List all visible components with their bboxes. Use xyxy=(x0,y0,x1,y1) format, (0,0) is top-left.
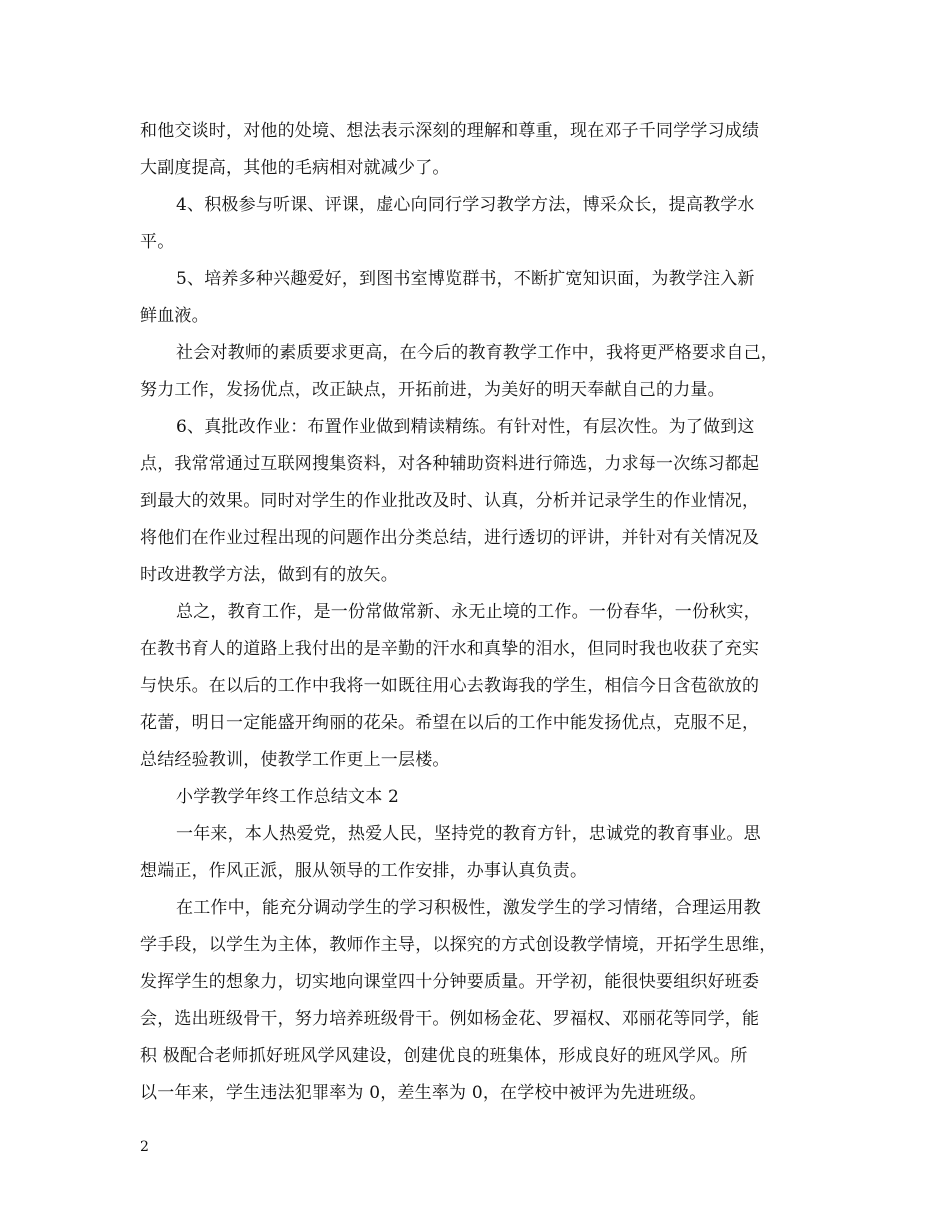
text-line: 总之，教育工作，是一份常做常新、永无止境的工作。一份春华，一份秋实， xyxy=(176,602,761,622)
text-line: 与快乐。在以后的工作中我将一如既往用心去教诲我的学生，相信今日含苞欲放的 xyxy=(140,676,760,696)
text-line: 大副度提高，其他的毛病相对就减少了。 xyxy=(140,158,450,178)
text-line: 时改进教学方法，做到有的放矢。 xyxy=(140,565,398,585)
text-line: 一年来，本人热爱党，热爱人民，坚持党的教育方针，忠诚党的教育事业。思 xyxy=(176,824,761,844)
page-number: 2 xyxy=(140,1139,149,1155)
text-line: 到最大的效果。同时对学生的作业批改及时、认真，分析并记录学生的作业情况， xyxy=(140,491,760,511)
text-line: 社会对教师的素质要求更高，在今后的教育教学工作中，我将更严格要求自己， xyxy=(176,343,778,363)
text-line: 努力工作，发扬优点，改正缺点，开拓前进，为美好的明天奉献自己的力量。 xyxy=(140,380,725,400)
text-line: 将他们在作业过程出现的问题作出分类总结，进行透切的评讲，并针对有关情况及 xyxy=(140,528,760,548)
section-heading: 小学教学年终工作总结文本 2 xyxy=(176,787,400,807)
text-line: 6、真批改作业：布置作业做到精读精练。有针对性，有层次性。为了做到这 xyxy=(176,417,755,437)
text-line: 5、培养多种兴趣爱好，到图书室博览群书，不断扩宽知识面，为教学注入新 xyxy=(176,269,755,289)
text-line: 以一年来，学生违法犯罪率为 0，差生率为 0，在学校中被评为先进班级。 xyxy=(140,1083,707,1103)
text-line: 想端正，作风正派，服从领导的工作安排，办事认真负责。 xyxy=(140,861,588,881)
text-line: 在教书育人的道路上我付出的是辛勤的汗水和真挚的泪水，但同时我也收获了充实 xyxy=(140,639,760,659)
text-line: 会，选出班级骨干，努力培养班级骨干。例如杨金花、罗福权、邓丽花等同学，能 xyxy=(140,1009,760,1029)
text-line: 鲜血液。 xyxy=(140,306,209,326)
text-line: 和他交谈时，对他的处境、想法表示深刻的理解和尊重，现在邓子千同学学习成绩 xyxy=(140,121,760,141)
text-line: 发挥学生的想象力，切实地向课堂四十分钟要质量。开学初，能很快要组织好班委 xyxy=(140,972,760,992)
text-line: 点，我常常通过互联网搜集资料，对各种辅助资料进行筛选，力求每一次练习都起 xyxy=(140,454,760,474)
text-line: 在工作中，能充分调动学生的学习积极性，激发学生的学习情绪，合理运用教 xyxy=(176,898,761,918)
text-line: 总结经验教训，使教学工作更上一层楼。 xyxy=(140,750,450,770)
text-line: 平。 xyxy=(140,232,175,252)
text-line: 学手段，以学生为主体，教师作主导，以探究的方式创设教学情境，开拓学生思维， xyxy=(140,935,777,955)
text-line: 4、积极参与听课、评课，虚心向同行学习教学方法，博采众长，提高教学水 xyxy=(176,195,755,215)
text-line: 积 极配合老师抓好班风学风建设，创建优良的班集体，形成良好的班风学风。所 xyxy=(140,1046,748,1066)
text-line: 花蕾，明日一定能盛开绚丽的花朵。希望在以后的工作中能发扬优点，克服不足， xyxy=(140,713,760,733)
